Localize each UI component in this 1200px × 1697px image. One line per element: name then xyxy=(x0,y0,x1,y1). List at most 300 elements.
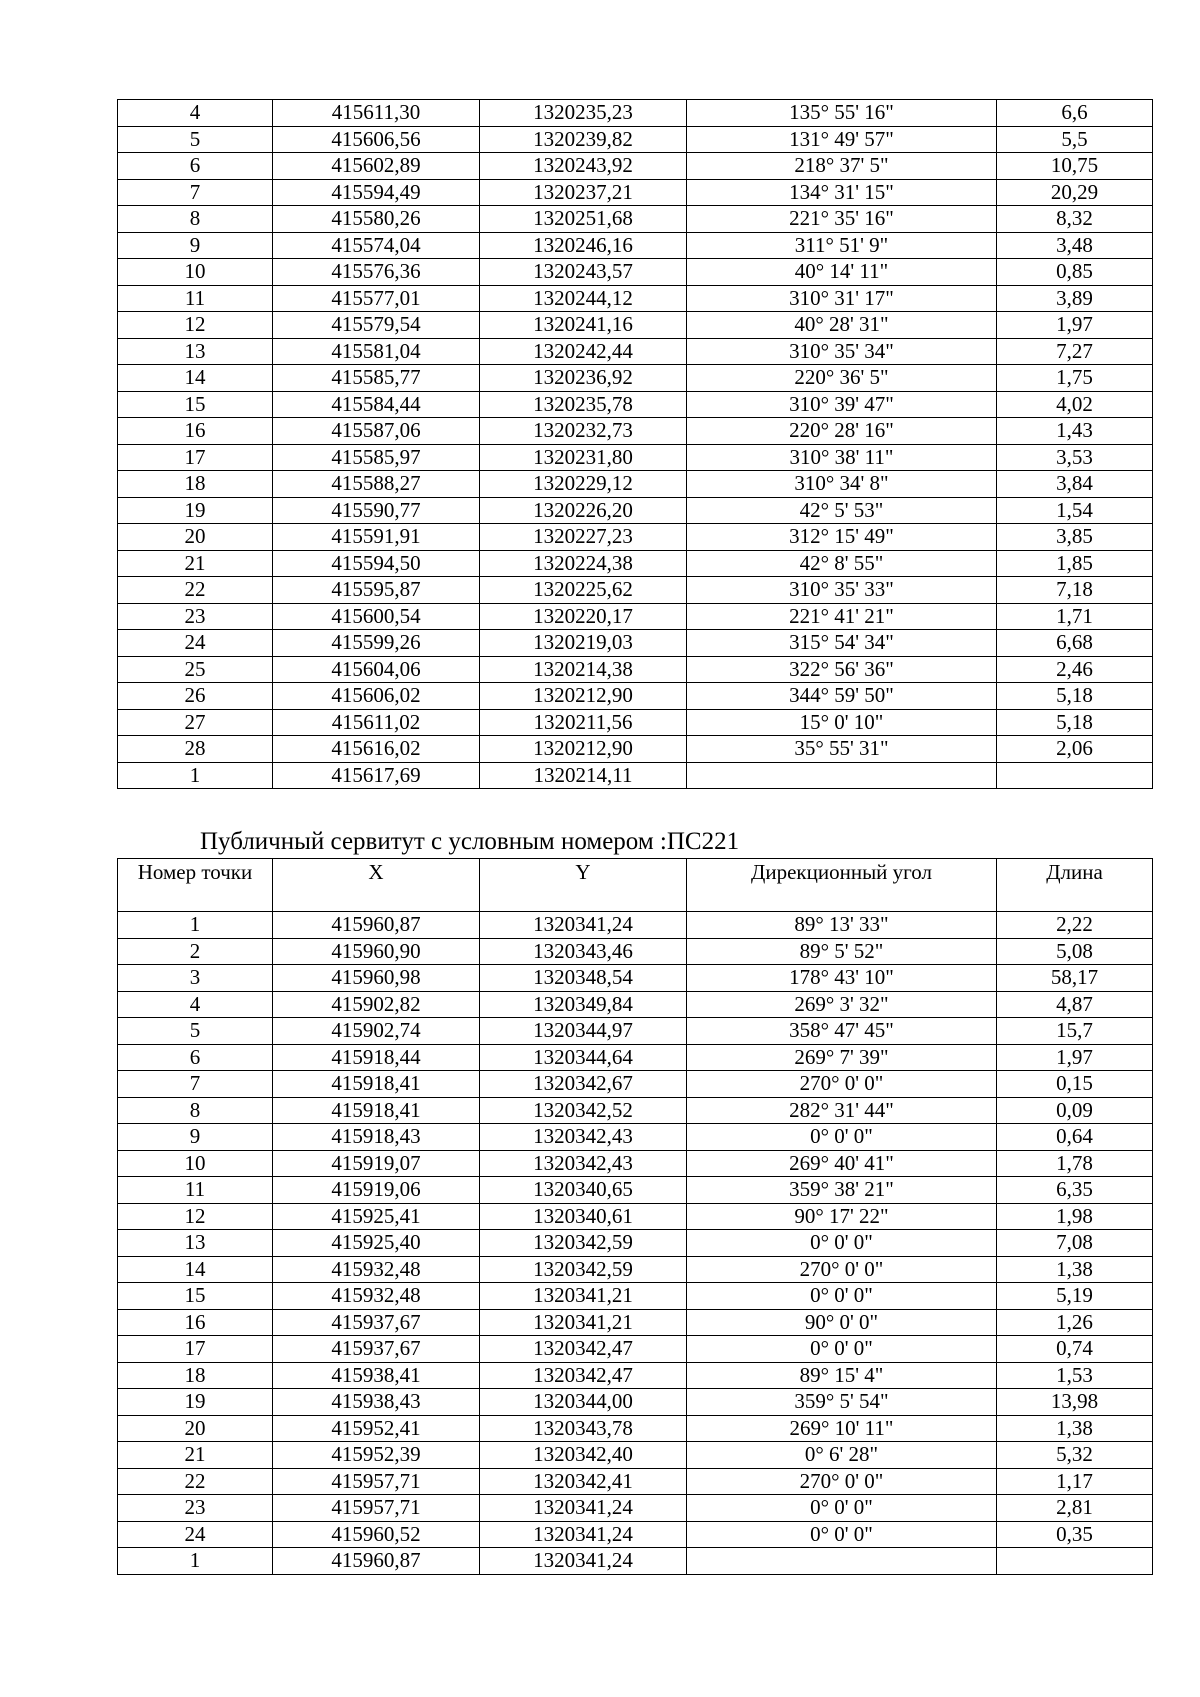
header-direction-angle: Дирекционный угол xyxy=(687,859,997,912)
point-number-cell: 15 xyxy=(118,391,273,418)
y-cell: 1320343,78 xyxy=(480,1415,687,1442)
point-number-cell: 7 xyxy=(118,179,273,206)
x-cell: 415594,50 xyxy=(273,550,480,577)
table-row xyxy=(118,1336,1153,1363)
x-cell: 415918,43 xyxy=(273,1124,480,1151)
table-row xyxy=(118,1548,1153,1575)
x-cell: 415616,02 xyxy=(273,736,480,763)
x-cell: 415606,02 xyxy=(273,683,480,710)
point-number-cell: 3 xyxy=(118,965,273,992)
point-number-cell: 4 xyxy=(118,100,273,127)
x-cell: 415591,91 xyxy=(273,524,480,551)
y-cell: 1320211,56 xyxy=(480,709,687,736)
table-row xyxy=(118,1256,1153,1283)
table-row xyxy=(118,912,1153,939)
x-cell: 415579,54 xyxy=(273,312,480,339)
x-cell: 415585,77 xyxy=(273,365,480,392)
y-cell: 1320342,59 xyxy=(480,1230,687,1257)
direction-angle-cell: 134° 31' 15" xyxy=(687,179,997,206)
direction-angle-cell: 35° 55' 31" xyxy=(687,736,997,763)
y-cell: 1320242,44 xyxy=(480,338,687,365)
table-row xyxy=(118,444,1153,471)
direction-angle-cell: 359° 38' 21" xyxy=(687,1177,997,1204)
point-number-cell: 9 xyxy=(118,1124,273,1151)
x-cell: 415918,44 xyxy=(273,1044,480,1071)
x-cell: 415957,71 xyxy=(273,1495,480,1522)
y-cell: 1320237,21 xyxy=(480,179,687,206)
y-cell: 1320342,47 xyxy=(480,1362,687,1389)
direction-angle-cell: 310° 39' 47" xyxy=(687,391,997,418)
y-cell: 1320342,40 xyxy=(480,1442,687,1469)
direction-angle-cell: 269° 10' 11" xyxy=(687,1415,997,1442)
direction-angle-cell: 312° 15' 49" xyxy=(687,524,997,551)
length-cell: 5,18 xyxy=(997,683,1153,710)
table-row xyxy=(118,312,1153,339)
length-cell: 3,53 xyxy=(997,444,1153,471)
x-cell: 415960,90 xyxy=(273,938,480,965)
direction-angle-cell: 310° 31' 17" xyxy=(687,285,997,312)
table-row xyxy=(118,1309,1153,1336)
length-cell: 1,98 xyxy=(997,1203,1153,1230)
table-row xyxy=(118,736,1153,763)
point-number-cell: 1 xyxy=(118,912,273,939)
y-cell: 1320344,00 xyxy=(480,1389,687,1416)
point-number-cell: 24 xyxy=(118,1521,273,1548)
length-cell: 3,84 xyxy=(997,471,1153,498)
header-y: Y xyxy=(480,859,687,912)
direction-angle-cell: 310° 34' 8" xyxy=(687,471,997,498)
y-cell: 1320342,41 xyxy=(480,1468,687,1495)
length-cell xyxy=(997,762,1153,789)
table-row xyxy=(118,1389,1153,1416)
direction-angle-cell: 344° 59' 50" xyxy=(687,683,997,710)
point-number-cell: 18 xyxy=(118,1362,273,1389)
point-number-cell: 12 xyxy=(118,312,273,339)
x-cell: 415602,89 xyxy=(273,153,480,180)
direction-angle-cell: 269° 7' 39" xyxy=(687,1044,997,1071)
y-cell: 1320341,24 xyxy=(480,912,687,939)
y-cell: 1320342,43 xyxy=(480,1150,687,1177)
point-number-cell: 12 xyxy=(118,1203,273,1230)
x-cell: 415590,77 xyxy=(273,497,480,524)
y-cell: 1320220,17 xyxy=(480,603,687,630)
length-cell: 6,68 xyxy=(997,630,1153,657)
point-number-cell: 17 xyxy=(118,444,273,471)
header-x: X xyxy=(273,859,480,912)
direction-angle-cell: 0° 0' 0" xyxy=(687,1230,997,1257)
point-number-cell: 14 xyxy=(118,365,273,392)
direction-angle-cell: 40° 14' 11" xyxy=(687,259,997,286)
x-cell: 415902,82 xyxy=(273,991,480,1018)
table-row xyxy=(118,391,1153,418)
table-row xyxy=(118,179,1153,206)
y-cell: 1320341,24 xyxy=(480,1521,687,1548)
x-cell: 415580,26 xyxy=(273,206,480,233)
y-cell: 1320349,84 xyxy=(480,991,687,1018)
x-cell: 415960,98 xyxy=(273,965,480,992)
point-number-cell: 25 xyxy=(118,656,273,683)
x-cell: 415918,41 xyxy=(273,1097,480,1124)
point-number-cell: 7 xyxy=(118,1071,273,1098)
y-cell: 1320224,38 xyxy=(480,550,687,577)
length-cell: 3,89 xyxy=(997,285,1153,312)
y-cell: 1320236,92 xyxy=(480,365,687,392)
direction-angle-cell: 221° 35' 16" xyxy=(687,206,997,233)
length-cell: 1,78 xyxy=(997,1150,1153,1177)
direction-angle-cell: 0° 0' 0" xyxy=(687,1336,997,1363)
direction-angle-cell: 358° 47' 45" xyxy=(687,1018,997,1045)
table-row xyxy=(118,1283,1153,1310)
length-cell: 2,46 xyxy=(997,656,1153,683)
direction-angle-cell: 221° 41' 21" xyxy=(687,603,997,630)
length-cell: 0,15 xyxy=(997,1071,1153,1098)
table-row xyxy=(118,153,1153,180)
direction-angle-cell: 220° 28' 16" xyxy=(687,418,997,445)
direction-angle-cell: 218° 37' 5" xyxy=(687,153,997,180)
direction-angle-cell: 15° 0' 10" xyxy=(687,709,997,736)
table-row xyxy=(118,550,1153,577)
table-row xyxy=(118,1415,1153,1442)
point-number-cell: 23 xyxy=(118,603,273,630)
table-row xyxy=(118,497,1153,524)
direction-angle-cell: 311° 51' 9" xyxy=(687,232,997,259)
point-number-cell: 15 xyxy=(118,1283,273,1310)
point-number-cell: 24 xyxy=(118,630,273,657)
y-cell: 1320341,21 xyxy=(480,1309,687,1336)
direction-angle-cell: 90° 0' 0" xyxy=(687,1309,997,1336)
direction-angle-cell: 310° 35' 33" xyxy=(687,577,997,604)
point-number-cell: 6 xyxy=(118,1044,273,1071)
point-number-cell: 1 xyxy=(118,762,273,789)
x-cell: 415960,87 xyxy=(273,1548,480,1575)
y-cell: 1320342,47 xyxy=(480,1336,687,1363)
table-row xyxy=(118,938,1153,965)
servitude-table-body xyxy=(118,912,1153,1575)
length-cell: 2,06 xyxy=(997,736,1153,763)
y-cell: 1320227,23 xyxy=(480,524,687,551)
direction-angle-cell: 0° 0' 0" xyxy=(687,1124,997,1151)
point-number-cell: 21 xyxy=(118,550,273,577)
table-row xyxy=(118,965,1153,992)
point-number-cell: 8 xyxy=(118,206,273,233)
length-cell: 1,97 xyxy=(997,1044,1153,1071)
point-number-cell: 21 xyxy=(118,1442,273,1469)
y-cell: 1320235,23 xyxy=(480,100,687,127)
x-cell: 415932,48 xyxy=(273,1283,480,1310)
direction-angle-cell: 270° 0' 0" xyxy=(687,1468,997,1495)
x-cell: 415952,41 xyxy=(273,1415,480,1442)
table-row xyxy=(118,232,1153,259)
table-row xyxy=(118,991,1153,1018)
length-cell: 8,32 xyxy=(997,206,1153,233)
table-row xyxy=(118,577,1153,604)
y-cell: 1320243,57 xyxy=(480,259,687,286)
y-cell: 1320348,54 xyxy=(480,965,687,992)
direction-angle-cell: 310° 35' 34" xyxy=(687,338,997,365)
length-cell: 20,29 xyxy=(997,179,1153,206)
point-number-cell: 11 xyxy=(118,1177,273,1204)
table-row xyxy=(118,1018,1153,1045)
direction-angle-cell xyxy=(687,762,997,789)
y-cell: 1320231,80 xyxy=(480,444,687,471)
point-number-cell: 2 xyxy=(118,938,273,965)
length-cell: 1,38 xyxy=(997,1256,1153,1283)
y-cell: 1320340,65 xyxy=(480,1177,687,1204)
direction-angle-cell: 270° 0' 0" xyxy=(687,1256,997,1283)
y-cell: 1320251,68 xyxy=(480,206,687,233)
table-row xyxy=(118,603,1153,630)
y-cell: 1320229,12 xyxy=(480,471,687,498)
x-cell: 415919,07 xyxy=(273,1150,480,1177)
point-number-cell: 16 xyxy=(118,1309,273,1336)
table-row xyxy=(118,656,1153,683)
direction-angle-cell: 89° 13' 33" xyxy=(687,912,997,939)
length-cell: 5,08 xyxy=(997,938,1153,965)
point-number-cell: 11 xyxy=(118,285,273,312)
y-cell: 1320341,24 xyxy=(480,1548,687,1575)
length-cell: 15,7 xyxy=(997,1018,1153,1045)
y-cell: 1320344,97 xyxy=(480,1018,687,1045)
header-length: Длина xyxy=(997,859,1153,912)
table-row xyxy=(118,1468,1153,1495)
table-row xyxy=(118,1230,1153,1257)
length-cell: 5,19 xyxy=(997,1283,1153,1310)
y-cell: 1320342,52 xyxy=(480,1097,687,1124)
x-cell: 415938,43 xyxy=(273,1389,480,1416)
x-cell: 415902,74 xyxy=(273,1018,480,1045)
direction-angle-cell: 42° 5' 53" xyxy=(687,497,997,524)
length-cell: 1,75 xyxy=(997,365,1153,392)
table-row xyxy=(118,259,1153,286)
x-cell: 415617,69 xyxy=(273,762,480,789)
length-cell: 1,38 xyxy=(997,1415,1153,1442)
coordinates-table-continued-body xyxy=(118,100,1153,789)
y-cell: 1320226,20 xyxy=(480,497,687,524)
table-row xyxy=(118,365,1153,392)
x-cell: 415919,06 xyxy=(273,1177,480,1204)
direction-angle-cell: 270° 0' 0" xyxy=(687,1071,997,1098)
coordinates-table-continued xyxy=(117,99,1153,789)
length-cell: 2,81 xyxy=(997,1495,1153,1522)
table-row xyxy=(118,1362,1153,1389)
x-cell: 415932,48 xyxy=(273,1256,480,1283)
table-row xyxy=(118,1150,1153,1177)
length-cell: 4,02 xyxy=(997,391,1153,418)
length-cell xyxy=(997,1548,1153,1575)
x-cell: 415581,04 xyxy=(273,338,480,365)
point-number-cell: 1 xyxy=(118,1548,273,1575)
direction-angle-cell: 178° 43' 10" xyxy=(687,965,997,992)
direction-angle-cell: 0° 0' 0" xyxy=(687,1495,997,1522)
y-cell: 1320235,78 xyxy=(480,391,687,418)
y-cell: 1320341,21 xyxy=(480,1283,687,1310)
point-number-cell: 5 xyxy=(118,1018,273,1045)
y-cell: 1320342,67 xyxy=(480,1071,687,1098)
servitude-table-header xyxy=(118,859,1153,912)
table-row xyxy=(118,1203,1153,1230)
length-cell: 6,35 xyxy=(997,1177,1153,1204)
servitude-coordinates-table xyxy=(117,858,1153,1575)
table-row xyxy=(118,524,1153,551)
table-row xyxy=(118,709,1153,736)
length-cell: 2,22 xyxy=(997,912,1153,939)
y-cell: 1320243,92 xyxy=(480,153,687,180)
length-cell: 13,98 xyxy=(997,1389,1153,1416)
x-cell: 415588,27 xyxy=(273,471,480,498)
x-cell: 415611,02 xyxy=(273,709,480,736)
length-cell: 1,26 xyxy=(997,1309,1153,1336)
point-number-cell: 13 xyxy=(118,1230,273,1257)
point-number-cell: 10 xyxy=(118,1150,273,1177)
y-cell: 1320244,12 xyxy=(480,285,687,312)
point-number-cell: 16 xyxy=(118,418,273,445)
point-number-cell: 19 xyxy=(118,1389,273,1416)
table-row xyxy=(118,1442,1153,1469)
length-cell: 1,85 xyxy=(997,550,1153,577)
direction-angle-cell: 89° 15' 4" xyxy=(687,1362,997,1389)
length-cell: 0,09 xyxy=(997,1097,1153,1124)
x-cell: 415574,04 xyxy=(273,232,480,259)
x-cell: 415960,52 xyxy=(273,1521,480,1548)
y-cell: 1320241,16 xyxy=(480,312,687,339)
y-cell: 1320232,73 xyxy=(480,418,687,445)
direction-angle-cell: 0° 0' 0" xyxy=(687,1283,997,1310)
x-cell: 415925,40 xyxy=(273,1230,480,1257)
header-row xyxy=(118,859,1153,912)
x-cell: 415600,54 xyxy=(273,603,480,630)
point-number-cell: 28 xyxy=(118,736,273,763)
table-row xyxy=(118,1495,1153,1522)
length-cell: 3,48 xyxy=(997,232,1153,259)
length-cell: 5,32 xyxy=(997,1442,1153,1469)
x-cell: 415925,41 xyxy=(273,1203,480,1230)
length-cell: 1,97 xyxy=(997,312,1153,339)
point-number-cell: 27 xyxy=(118,709,273,736)
point-number-cell: 23 xyxy=(118,1495,273,1522)
table-row xyxy=(118,471,1153,498)
table-row xyxy=(118,762,1153,789)
direction-angle-cell: 89° 5' 52" xyxy=(687,938,997,965)
point-number-cell: 14 xyxy=(118,1256,273,1283)
y-cell: 1320343,46 xyxy=(480,938,687,965)
table-row xyxy=(118,206,1153,233)
point-number-cell: 20 xyxy=(118,524,273,551)
x-cell: 415611,30 xyxy=(273,100,480,127)
direction-angle-cell: 40° 28' 31" xyxy=(687,312,997,339)
y-cell: 1320246,16 xyxy=(480,232,687,259)
y-cell: 1320341,24 xyxy=(480,1495,687,1522)
point-number-cell: 18 xyxy=(118,471,273,498)
direction-angle-cell: 359° 5' 54" xyxy=(687,1389,997,1416)
y-cell: 1320214,11 xyxy=(480,762,687,789)
table-row xyxy=(118,1124,1153,1151)
x-cell: 415937,67 xyxy=(273,1309,480,1336)
length-cell: 1,71 xyxy=(997,603,1153,630)
length-cell: 1,17 xyxy=(997,1468,1153,1495)
table-row xyxy=(118,418,1153,445)
header-point-number: Номер точки xyxy=(118,859,273,912)
x-cell: 415585,97 xyxy=(273,444,480,471)
direction-angle-cell: 322° 56' 36" xyxy=(687,656,997,683)
x-cell: 415577,01 xyxy=(273,285,480,312)
direction-angle-cell: 131° 49' 57" xyxy=(687,126,997,153)
length-cell: 0,85 xyxy=(997,259,1153,286)
length-cell: 7,27 xyxy=(997,338,1153,365)
table-row xyxy=(118,683,1153,710)
point-number-cell: 10 xyxy=(118,259,273,286)
x-cell: 415937,67 xyxy=(273,1336,480,1363)
direction-angle-cell: 282° 31' 44" xyxy=(687,1097,997,1124)
direction-angle-cell: 220° 36' 5" xyxy=(687,365,997,392)
x-cell: 415587,06 xyxy=(273,418,480,445)
y-cell: 1320344,64 xyxy=(480,1044,687,1071)
y-cell: 1320342,43 xyxy=(480,1124,687,1151)
length-cell: 7,18 xyxy=(997,577,1153,604)
length-cell: 1,54 xyxy=(997,497,1153,524)
direction-angle-cell xyxy=(687,1548,997,1575)
x-cell: 415604,06 xyxy=(273,656,480,683)
x-cell: 415576,36 xyxy=(273,259,480,286)
length-cell: 10,75 xyxy=(997,153,1153,180)
length-cell: 3,85 xyxy=(997,524,1153,551)
table-row xyxy=(118,1521,1153,1548)
y-cell: 1320340,61 xyxy=(480,1203,687,1230)
table-row xyxy=(118,1177,1153,1204)
y-cell: 1320212,90 xyxy=(480,736,687,763)
x-cell: 415599,26 xyxy=(273,630,480,657)
direction-angle-cell: 269° 40' 41" xyxy=(687,1150,997,1177)
direction-angle-cell: 42° 8' 55" xyxy=(687,550,997,577)
point-number-cell: 4 xyxy=(118,991,273,1018)
point-number-cell: 6 xyxy=(118,153,273,180)
direction-angle-cell: 269° 3' 32" xyxy=(687,991,997,1018)
y-cell: 1320342,59 xyxy=(480,1256,687,1283)
x-cell: 415584,44 xyxy=(273,391,480,418)
point-number-cell: 19 xyxy=(118,497,273,524)
table-row xyxy=(118,285,1153,312)
point-number-cell: 17 xyxy=(118,1336,273,1363)
table-row xyxy=(118,338,1153,365)
y-cell: 1320219,03 xyxy=(480,630,687,657)
length-cell: 1,53 xyxy=(997,1362,1153,1389)
point-number-cell: 26 xyxy=(118,683,273,710)
y-cell: 1320212,90 xyxy=(480,683,687,710)
x-cell: 415594,49 xyxy=(273,179,480,206)
point-number-cell: 22 xyxy=(118,1468,273,1495)
length-cell: 58,17 xyxy=(997,965,1153,992)
table-row xyxy=(118,630,1153,657)
y-cell: 1320214,38 xyxy=(480,656,687,683)
x-cell: 415957,71 xyxy=(273,1468,480,1495)
point-number-cell: 8 xyxy=(118,1097,273,1124)
direction-angle-cell: 315° 54' 34" xyxy=(687,630,997,657)
length-cell: 1,43 xyxy=(997,418,1153,445)
point-number-cell: 9 xyxy=(118,232,273,259)
x-cell: 415952,39 xyxy=(273,1442,480,1469)
x-cell: 415595,87 xyxy=(273,577,480,604)
y-cell: 1320239,82 xyxy=(480,126,687,153)
direction-angle-cell: 90° 17' 22" xyxy=(687,1203,997,1230)
point-number-cell: 5 xyxy=(118,126,273,153)
length-cell: 0,35 xyxy=(997,1521,1153,1548)
length-cell: 0,64 xyxy=(997,1124,1153,1151)
point-number-cell: 13 xyxy=(118,338,273,365)
x-cell: 415918,41 xyxy=(273,1071,480,1098)
length-cell: 6,6 xyxy=(997,100,1153,127)
table-row xyxy=(118,1044,1153,1071)
table-row xyxy=(118,1097,1153,1124)
table-row xyxy=(118,100,1153,127)
